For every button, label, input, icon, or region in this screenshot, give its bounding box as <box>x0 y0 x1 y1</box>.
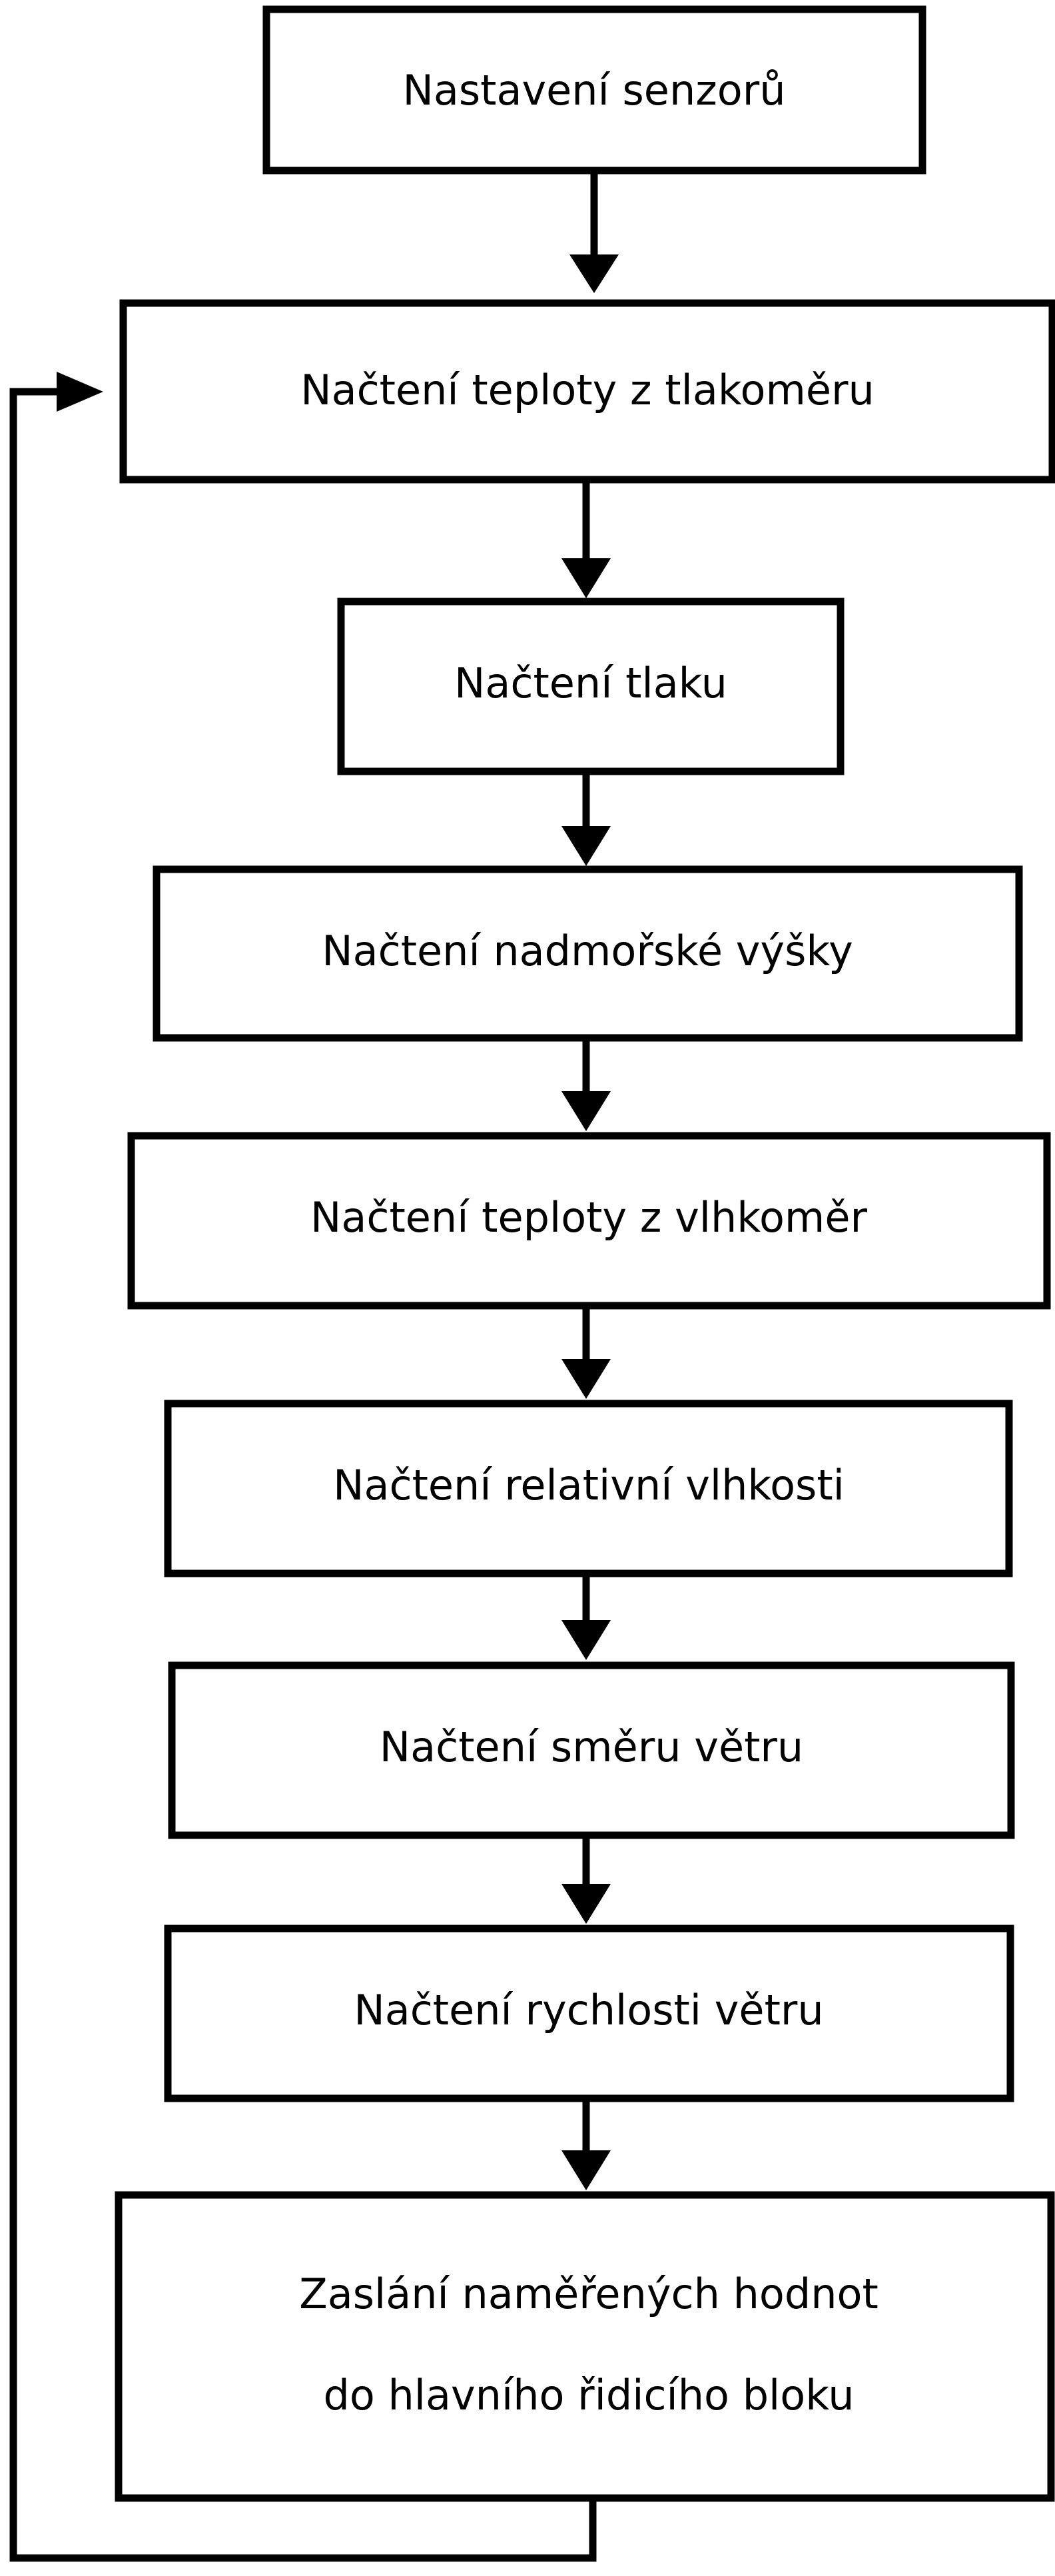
edge-n3-to-n4 <box>561 771 611 866</box>
node-zaslani-namerenych-hodnot[interactable] <box>119 2195 1051 2498</box>
node-label: Nastavení senzorů <box>402 66 786 115</box>
edge-n5-to-n6 <box>561 1306 611 1399</box>
node-label: Načtení nadmořské výšky <box>322 927 853 976</box>
node-nacteni-nadmorske-vysky[interactable] <box>157 869 1019 1038</box>
node-nastaveni-senzoru[interactable] <box>266 9 922 171</box>
edge-n7-to-n8 <box>561 1835 611 1924</box>
node-label: Načtení rychlosti větru <box>354 1986 824 2035</box>
arrow-head <box>561 1620 611 1660</box>
edge-n1-to-n2 <box>569 171 619 293</box>
edge-n6-to-n7 <box>561 1573 611 1660</box>
arrow-head <box>569 254 619 293</box>
node-nacteni-relativni-vlhkosti[interactable] <box>168 1404 1009 1573</box>
node-label: Načtení teploty z vlhkoměr <box>310 1193 867 1242</box>
arrow-head <box>561 558 611 598</box>
node-label: Načtení směru větru <box>379 1723 804 1772</box>
arrow-head <box>561 1091 611 1131</box>
node-nacteni-rychlosti-vetru[interactable] <box>168 1929 1010 2098</box>
node-nacteni-smeru-vetru[interactable] <box>172 1665 1011 1835</box>
node-label-line-2: do hlavního řidicího bloku <box>323 2371 855 2420</box>
node-box[interactable] <box>119 2195 1051 2498</box>
node-label: Načtení tlaku <box>454 659 727 708</box>
arrow-head <box>561 2150 611 2190</box>
node-label: Načtení relativní vlhkosti <box>333 1461 845 1510</box>
arrow-head <box>561 826 611 866</box>
node-label-line-1: Zaslání naměřených hodnot <box>299 2270 879 2319</box>
node-nacteni-tlaku[interactable] <box>341 602 841 771</box>
node-nacteni-teploty-z-vlhkomer[interactable] <box>131 1136 1047 1306</box>
edge-n4-to-n5 <box>561 1038 611 1131</box>
arrow-head-loop <box>57 372 103 412</box>
arrow-head <box>561 1884 611 1924</box>
edge-n2-to-n3 <box>561 480 611 598</box>
node-nacteni-teploty-z-tlakomeru[interactable] <box>123 303 1052 480</box>
node-label: Načtení teploty z tlakoměru <box>300 366 875 415</box>
edge-n8-to-n9 <box>561 2098 611 2190</box>
arrow-head <box>561 1359 611 1399</box>
